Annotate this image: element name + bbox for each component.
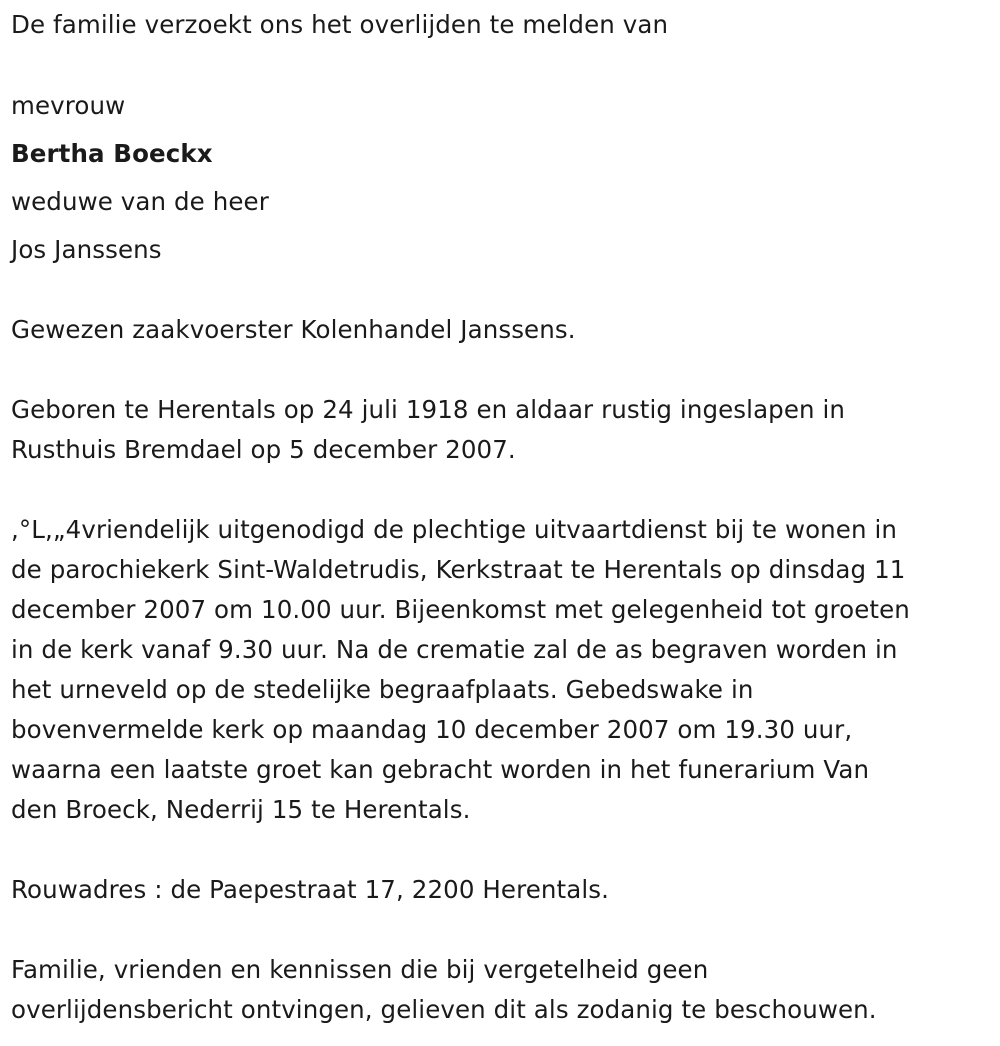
ceremony-line: in de kerk vanaf 9.30 uur. Na de crematie zal de as begraven worden in (11, 635, 898, 664)
ceremony-line: het urneveld op de stedelijke begraafplaats. Gebedswake in (11, 675, 754, 704)
intro-text: De familie verzoekt ons het overlijden te melden van (11, 10, 669, 39)
widow-of-label: weduwe van de heer (11, 187, 269, 216)
deceased-name: Bertha Boeckx (11, 139, 213, 168)
closing-line-2: overlijdensbericht ontvingen, gelieven dit als zodanig te beschouwen. (11, 995, 877, 1024)
ceremony-line: december 2007 om 10.00 uur. Bijeenkomst met gelegenheid tot groeten (11, 595, 910, 624)
closing-line-1: Familie, vrienden en kennissen die bij vergetelheid geen (11, 955, 709, 984)
salutation: mevrouw (11, 91, 126, 120)
ceremony-line: den Broeck, Nederrij 15 te Herentals. (11, 795, 471, 824)
spouse-name: Jos Janssens (11, 235, 162, 264)
birth-death-line-2: Rusthuis Bremdael op 5 december 2007. (11, 435, 516, 464)
ceremony-line: ,°L,„4vriendelijk uitgenodigd de plechtige uitvaartdienst bij te wonen in (11, 515, 898, 544)
mourning-address: Rouwadres : de Paepestraat 17, 2200 Herentals. (11, 875, 610, 904)
occupation: Gewezen zaakvoerster Kolenhandel Janssens. (11, 315, 576, 344)
ceremony-line: waarna een laatste groet kan gebracht worden in het funerarium Van (11, 755, 870, 784)
ceremony-line: bovenvermelde kerk op maandag 10 december 2007 om 19.30 uur, (11, 715, 853, 744)
ceremony-line: de parochiekerk Sint-Waldetrudis, Kerkstraat te Herentals op dinsdag 11 (11, 555, 906, 584)
birth-death-line-1: Geboren te Herentals op 24 juli 1918 en aldaar rustig ingeslapen in (11, 395, 846, 424)
